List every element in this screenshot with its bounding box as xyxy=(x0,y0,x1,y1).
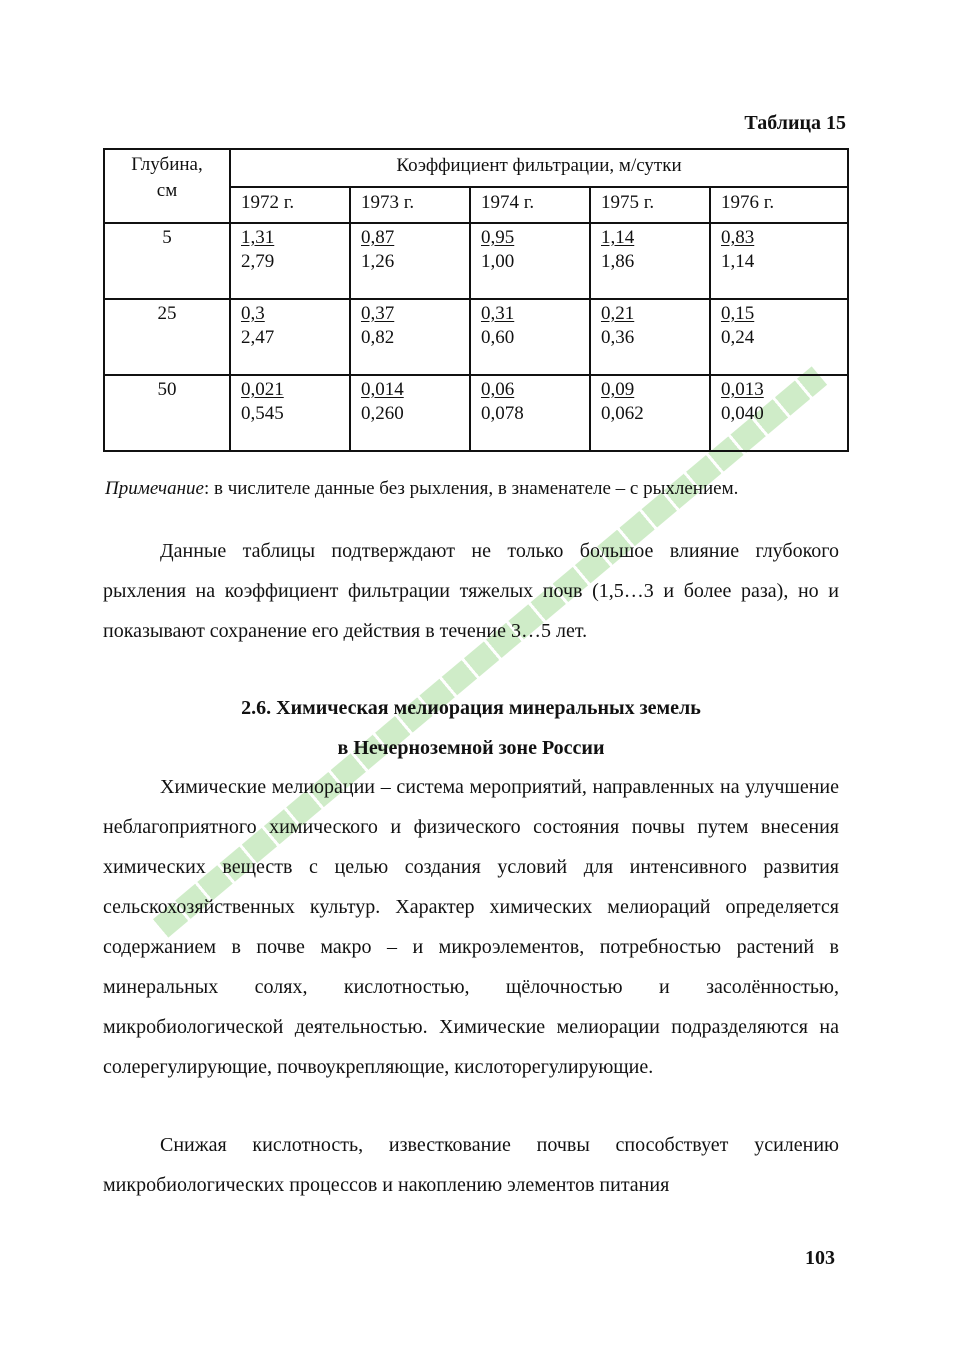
numerator: 0,37 xyxy=(361,303,395,324)
depth-cell: 25 xyxy=(104,299,230,375)
value-cell xyxy=(710,299,848,375)
denominator: 0,078 xyxy=(481,403,524,424)
body-paragraph: Данные таблицы подтверждают не только большое влияние глубокого рыхления на коэффициент фильтрации тяжелых почв (1,5…3 и более раза), но и показывают сохранение его действия в течение 3…5 лет. xyxy=(103,540,839,642)
numerator: 0,09 xyxy=(601,379,635,400)
numerator: 0,95 xyxy=(481,227,515,248)
denominator: 2,47 xyxy=(241,327,275,348)
table-row xyxy=(104,299,848,375)
depth-header xyxy=(104,149,230,223)
numerator: 1,14 xyxy=(601,227,635,248)
numerator: 0,31 xyxy=(481,303,515,324)
table-caption: Таблица 15 xyxy=(744,112,846,134)
numerator: 1,31 xyxy=(241,227,275,248)
denominator: 0,040 xyxy=(721,403,764,424)
value-cell xyxy=(710,375,848,451)
year-header-1975: 1975 г. xyxy=(590,187,710,223)
page-number: 103 xyxy=(805,1247,835,1269)
denominator: 0,260 xyxy=(361,403,404,424)
year-header-1972: 1972 г. xyxy=(230,187,350,223)
value-cell xyxy=(710,223,848,299)
value-cell xyxy=(470,223,590,299)
denominator: 0,82 xyxy=(361,327,395,348)
year-header-1974: 1974 г. xyxy=(470,187,590,223)
numerator: 0,3 xyxy=(241,303,265,324)
numerator: 0,87 xyxy=(361,227,395,248)
value-cell xyxy=(350,299,470,375)
numerator: 0,15 xyxy=(721,303,755,324)
depth-cell: 5 xyxy=(104,223,230,299)
value-cell xyxy=(230,375,350,451)
value-cell xyxy=(470,375,590,451)
year-header-1973: 1973 г. xyxy=(350,187,470,223)
denominator: 0,24 xyxy=(721,327,755,348)
paragraph-block xyxy=(103,531,839,651)
denominator: 1,14 xyxy=(721,251,755,272)
table-row xyxy=(104,375,848,451)
value-cell xyxy=(350,375,470,451)
filtration-table xyxy=(103,148,849,452)
numerator: 0,021 xyxy=(241,379,284,400)
value-cell xyxy=(230,299,350,375)
paragraph-block xyxy=(103,1125,839,1205)
section-title-line: 2.6. Химическая мелиорация минеральных земель xyxy=(241,697,701,719)
denominator: 1,86 xyxy=(601,251,635,272)
value-cell xyxy=(470,299,590,375)
numerator: 0,21 xyxy=(601,303,635,324)
numerator: 0,83 xyxy=(721,227,755,248)
year-header-1976: 1976 г. xyxy=(710,187,848,223)
section-title xyxy=(103,688,839,768)
value-cell xyxy=(590,375,710,451)
value-cell xyxy=(230,223,350,299)
value-cell xyxy=(590,299,710,375)
numerator: 0,014 xyxy=(361,379,404,400)
note-text: : в числителе данные без рыхления, в знаменателе – с рыхлением. xyxy=(203,478,739,499)
denominator: 1,00 xyxy=(481,251,515,272)
section-title-line: в Нечерноземной зоне России xyxy=(337,737,605,759)
depth-header-line1: Глубина, xyxy=(131,154,203,175)
denominator: 0,60 xyxy=(481,327,515,348)
denominator: 0,062 xyxy=(601,403,644,424)
numerator: 0,013 xyxy=(721,379,764,400)
denominator: 1,26 xyxy=(361,251,395,272)
filtration-coefficient-header: Коэффициент фильтрации, м/сутки xyxy=(230,149,848,187)
denominator: 2,79 xyxy=(241,251,275,272)
numerator: 0,06 xyxy=(481,379,515,400)
value-cell xyxy=(350,223,470,299)
denominator: 0,545 xyxy=(241,403,284,424)
denominator: 0,36 xyxy=(601,327,635,348)
note-label: Примечание xyxy=(105,478,204,499)
depth-cell: 50 xyxy=(104,375,230,451)
table-row xyxy=(104,223,848,299)
table-note xyxy=(105,478,845,500)
depth-header-line2: см xyxy=(156,180,178,201)
body-paragraph: Химические мелиорации – система мероприятий, направленных на улучшение неблагоприятного химического и физического состояния почвы путем внесения химических веществ с целью создания условий для интенсивного развития сельскохозяйственных культур. Характер химических мелиораций определяется содержанием в почве макро – и микроэлементов, потребностью растений в минеральных солях, кислотностью, щёлочностью и засолённостью, микробиологической деятельностью. Химические мелиорации подразделяются на солерегулирующие, почвоукрепляющие, кислоторегулирующие. xyxy=(103,776,839,1078)
paragraph-block xyxy=(103,767,839,1087)
body-paragraph: Снижая кислотность, известкование почвы способствует усилению микробиологических процессов и накоплению элементов питания xyxy=(103,1134,839,1196)
value-cell xyxy=(590,223,710,299)
